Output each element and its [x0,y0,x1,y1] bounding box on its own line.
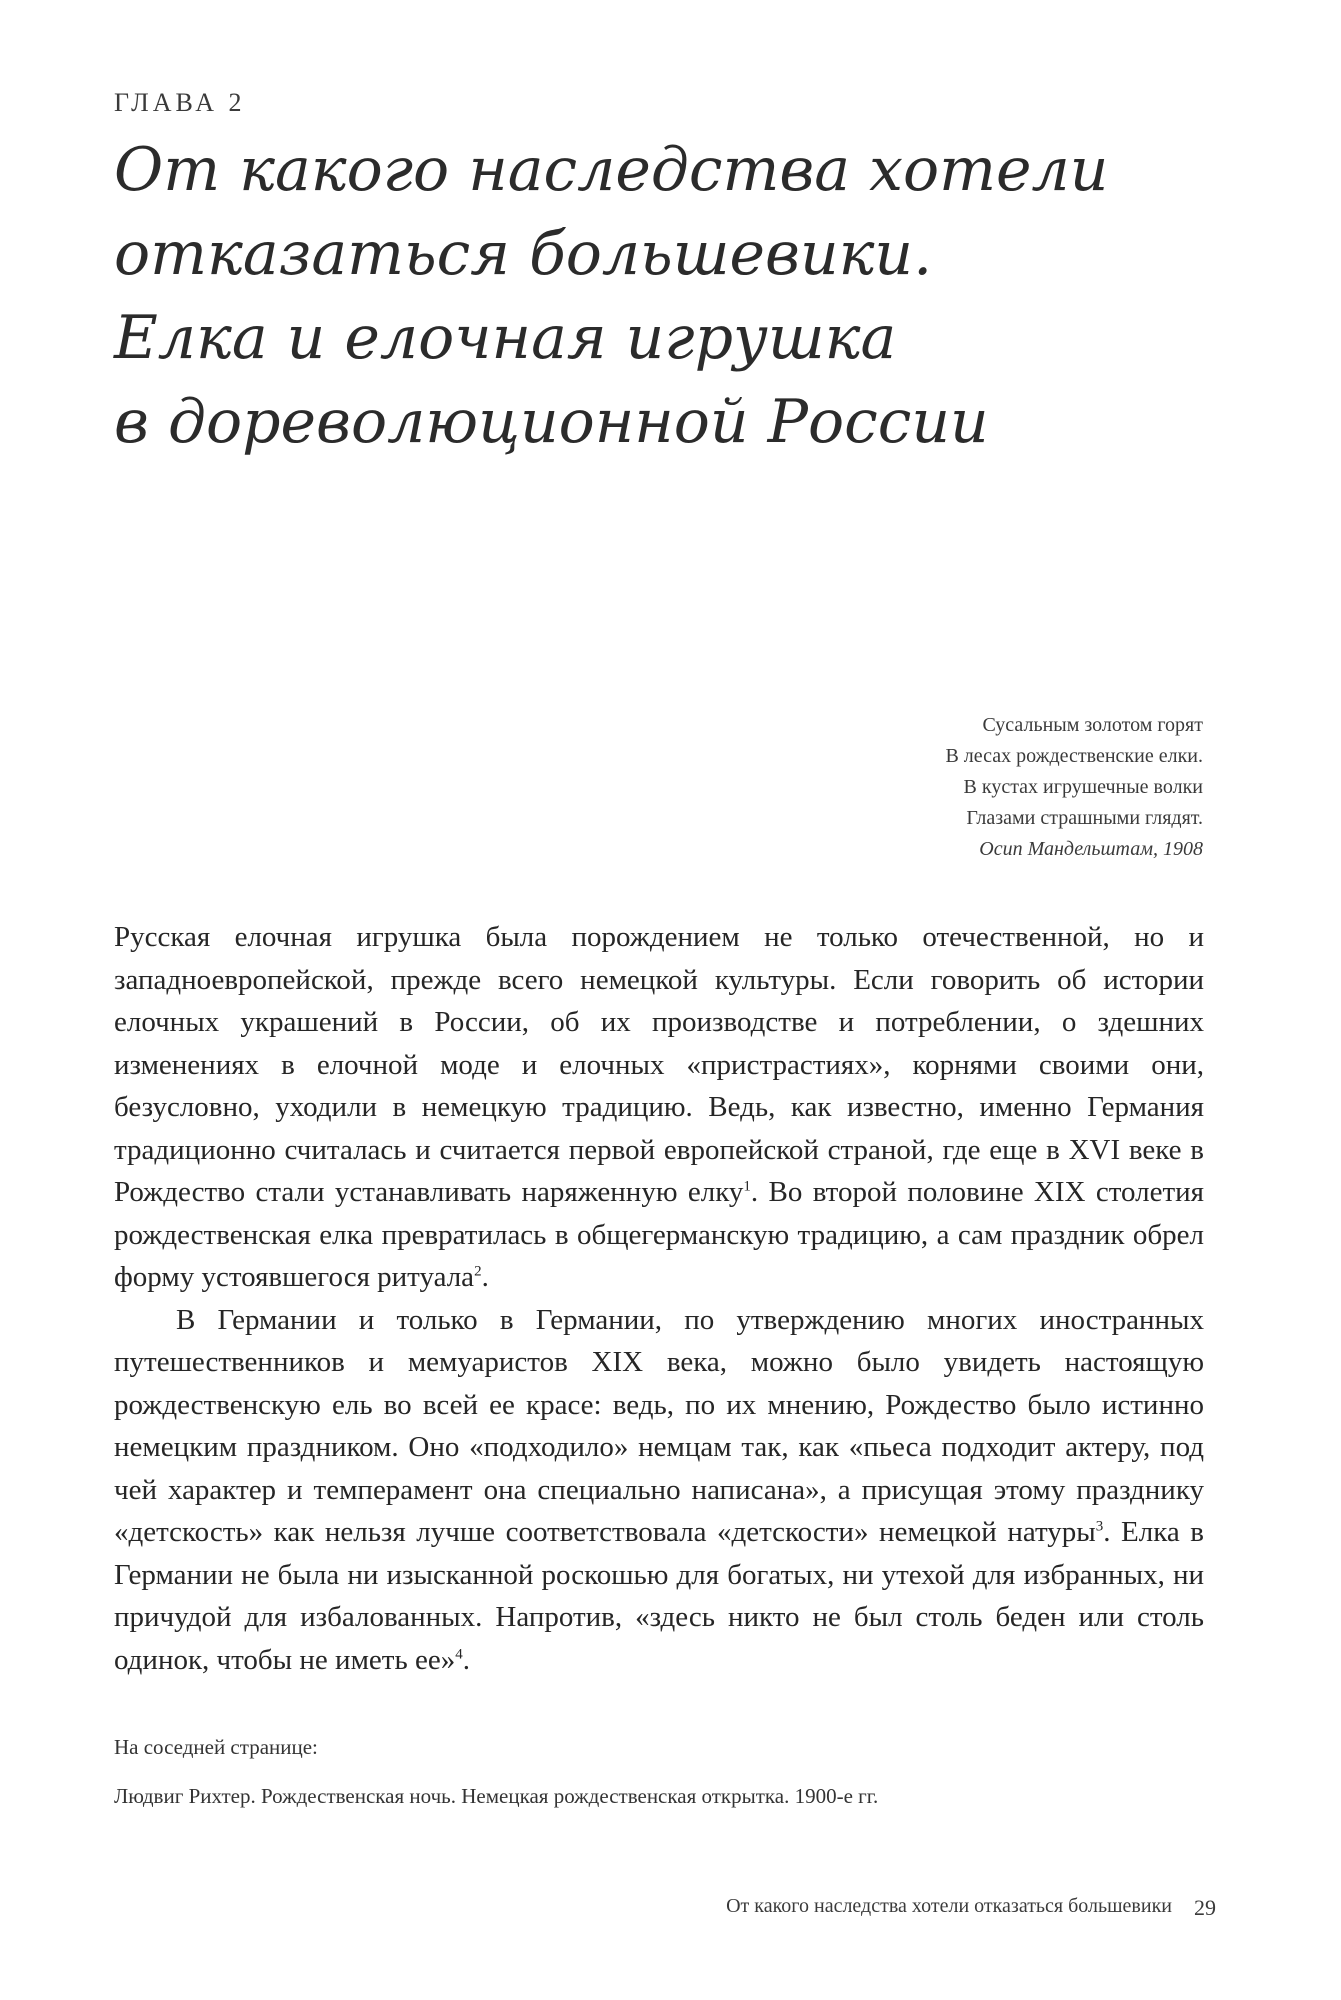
epigraph-line: Глазами страшными глядят. [966,807,1203,829]
epigraph-line: В кустах игрушечные волки [963,776,1203,798]
paragraph [114,1299,1204,1682]
paragraph [114,916,1204,1299]
epigraph-line: В лесах рождественские елки. [945,745,1203,767]
paragraph-text: . Елка в Германии не была ни изысканной роскошью для богатых, ни утехой для избранных, ни причудой для избалованных. Напротив, «здесь никто не был столь беден или столь одинок, чтобы не иметь ее» [114,1516,1204,1676]
chapter-title [114,128,1214,464]
chapter-label: ГЛАВА 2 [114,88,246,117]
page-number: 29 [1194,1895,1216,1920]
running-footer: От какого наследства хотели отказаться большевики [726,1895,1172,1917]
paragraph-text: Русская елочная игрушка была порождением не только отечественной, но и западноевропейской, прежде всего немецкой культуры. Если говорить об истории елочных украшений в России, об их производстве и потреблении, о здешних изменениях в елочной моде и елочных «пристрастиях», корнями своими они, безусловно, уходили в немецкую традицию. Ведь, как известно, именно Германия традиционно считалась и считается первой европейской страной, где еще в XVI веке в Рождество стали устанавливать наряженную елку [114,921,1204,1208]
caption-text: Людвиг Рихтер. Рождественская ночь. Немецкая рождественская открытка. 1900-е гг. [114,1784,879,1808]
footnote-ref[interactable]: 4 [455,1645,463,1662]
epigraph-attribution: Осип Мандельштам, 1908 [979,838,1203,860]
chapter-title-line: в дореволюционной России [114,387,989,457]
epigraph-line: Сусальным золотом горят [982,714,1203,736]
paragraph-text: . [481,1261,489,1293]
paragraph-text: В Германии и только в Германии, по утверждению многих иностранных путешественников и мемуаристов XIX века, можно было увидеть настоящую рождественскую ель во всей ее красе: ведь, по их мнению, Рождество было истинно немецким праздником. Оно «подходило» немцам так, как «пьеса подходит актеру, под чей характер и темперамент она специально написана», а присущая этому празднику «детскость» как нельзя лучше соответствовала «детскости» немецкой натуры [114,1303,1204,1548]
paragraph-text: . Во второй половине XIX столетия рождественская елка превратилась в общегерманскую традицию, а сам праздник обрел форму устоявшегося ритуала [114,1176,1204,1293]
footnote-ref[interactable]: 1 [743,1178,751,1195]
chapter-title-line: Елка и елочная игрушка [114,303,897,373]
epigraph [683,710,1203,865]
paragraph-text: . [462,1643,470,1676]
body-text [114,916,1204,1681]
caption-label: На соседней странице: [114,1735,318,1759]
chapter-title-line: отказаться большевики. [114,219,933,289]
chapter-title-line: От какого наследства хотели [114,135,1109,205]
footnote-ref[interactable]: 3 [1095,1518,1104,1535]
footnote-ref[interactable]: 2 [474,1263,482,1280]
